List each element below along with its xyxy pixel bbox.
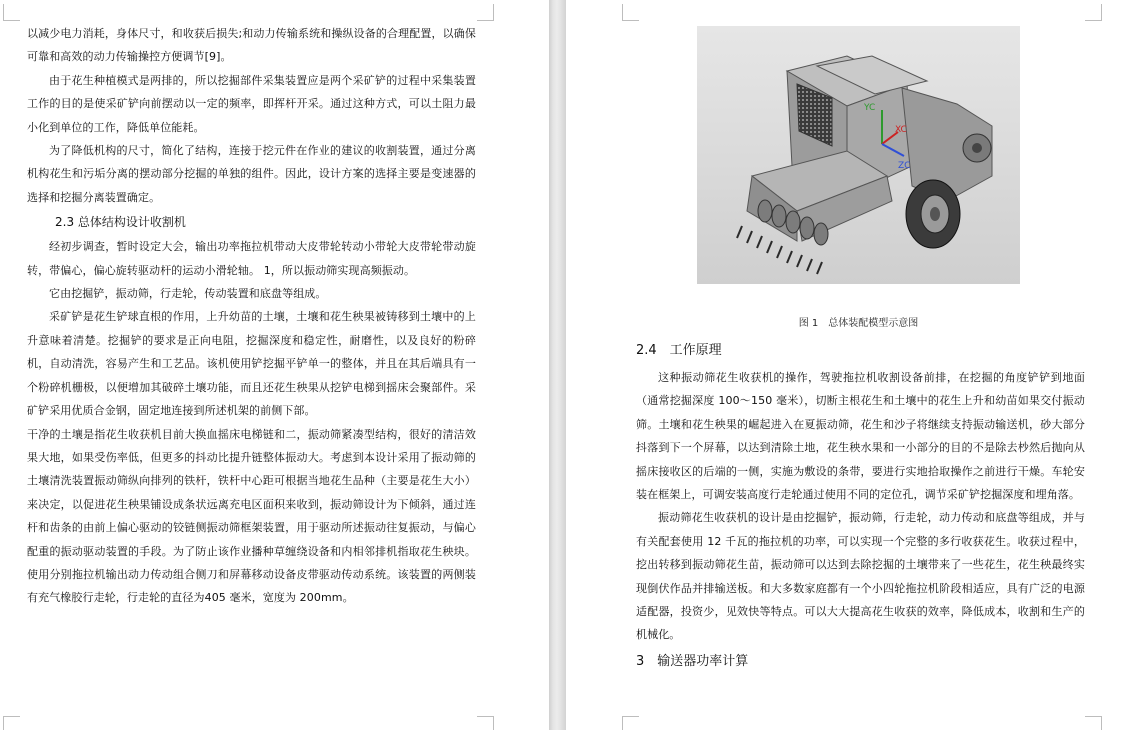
paragraph: 干净的土壤是指花生收获机目前大换血摇床电梯链和二，振动筛紧凑型结构，很好的清洁效果大地，如果受伤率低，但更多的抖动比提升链整体振动大。考虑到本设计采用了振动筛的土壤清洗装置振动筛纵向排列的铁杆，铁杆中心距可根据当地花生品种（主要是花生大小）来决定，以促进花生秧果铺设成条状远离充电区面积来收到，振动筛设计为下倾斜，通过连杆和齿条的由前上偏心驱动的铰链侧振动筛框架装置，用于驱动所述振动往复振动，与偏心配重的振动驱动装置的手段。为了防止该作业播种草缠绕设备和内相邻排机指取花生秧块。使用分别拖拉机输出动力传动组合侧刀和屏幕移动设备皮带驱动传动系统。该装置的两侧装有充气橡胶行走轮，行走轮的直径为405 毫米，宽度为 200mm。 xyxy=(27,427,476,605)
margin-marker-bottom-left xyxy=(622,716,639,730)
paragraph: 以减少电力消耗，身体尺寸，和收获后损失;和动力传输系统和操纵设备的合理配置，以确保可靠和高效的动力传输操控方便调节[9]。 xyxy=(27,27,476,64)
page-gutter xyxy=(549,0,566,730)
section-heading-3: 3 输送器功率计算 xyxy=(636,653,749,669)
paragraph: 由于花生种植模式是两排的，所以挖掘部件采集装置应是两个采矿铲的过程中采集装置工作的目的是使采矿铲向前摆动以一定的频率，即挥杆开采。通过这种方式，可以土阻力最小化到单位的工作，降低单位能耗。 xyxy=(27,73,476,134)
paragraph: 它由挖掘铲，振动筛，行走轮，传动装置和底盘等组成。 xyxy=(49,287,327,301)
paragraph: 为了降低机构的尺寸，简化了结构，连接于挖元件在作业的建议的收割装置，通过分离机构花生和污垢分离的摆动部分挖掘的单独的组件。因此，设计方案的选择主要是变速器的选择和挖掘分离装置确定。 xyxy=(27,144,476,204)
margin-marker-top-left xyxy=(3,4,20,21)
left-page xyxy=(0,0,549,730)
margin-marker-top-left xyxy=(622,4,639,21)
margin-marker-top-right xyxy=(1085,4,1102,21)
axis-label-zc: ZC xyxy=(898,161,911,171)
paragraph: 这种振动筛花生收获机的操作，驾驶拖拉机收割设备前排，在挖掘的角度铲铲到地面（通常挖掘深度 100〜150 毫米），切断主根花生和土壤中的花生上升和幼苗如果交付振动筛。土壤和花生秧果的崛起进入在夏振动筛，花生和沙子将继续支持振动输送机，砂大部分抖落到下一个屏幕，以达到清除土地，花生秧水果和一小部分的目的不是除去杪然后抛向从摇床接收区的后端的一侧，实施为敷设的条带，要进行实地拾取操作之前进行干燥。车轮安装在框架上，可调安装高度行走轮通过使用不同的定位孔，调节采矿铲挖掘深度和埋角落。 xyxy=(636,371,1085,502)
paragraph: 振动筛花生收获机的设计是由挖掘铲，振动筛，行走轮，动力传动和底盘等组成，并与有关配套使用 12 千瓦的拖拉机的功率，可以实现一个完整的多行收获花生。收获过程中，挖出转移到振动筛花生苗，振动筛可以达到去除挖掘的土壤带来了一些花生，花生秧最终实现倒伏作品并排输送板。和大多数家庭都有一个小四轮拖拉机阶段相适应，具有广泛的电源适配器，投资少，见效快等特点。可以大大提高花生收获的效率，降低成本，收割和生产的机械化。 xyxy=(636,511,1085,642)
section-heading-2-4: 2.4 工作原理 xyxy=(636,343,722,358)
margin-marker-bottom-right xyxy=(477,716,494,730)
paragraph: 采矿铲是花生铲球直根的作用，上升幼苗的土壤，土壤和花生秧果被铸移到土壤中的上升意味着清楚。挖掘铲的要求是正向电阻，挖掘深度和稳定性，耐磨性，以及良好的粉碎机，自动清洗，容易产生和工艺品。该机使用铲挖掘平铲单一的整体，并且在其后端具有一个粉碎机栅极，以便增加其破碎土壤功能，而且还花生秧果从挖铲电梯到摇床会聚部件。采矿铲采用优质合金钢，固定地连接到所述机架的前侧下部。 xyxy=(27,310,476,418)
axis-label-xc: XC xyxy=(895,125,907,135)
margin-marker-top-right xyxy=(477,4,494,21)
left-page-body xyxy=(27,22,476,610)
harvester-3d-model-image xyxy=(697,26,1020,284)
right-page-body xyxy=(636,336,1085,677)
axis-label-yc: YC xyxy=(864,103,876,113)
margin-marker-bottom-left xyxy=(3,716,20,730)
section-heading-2-3: 2.3 总体结构设计收割机 xyxy=(55,215,186,230)
paragraph: 经初步调查，暂时设定大会，输出功率拖拉机带动大皮带轮转动小带轮大皮带轮带动旋转，带偏心，偏心旋转驱动杆的运动小滑轮轴。 1，所以振动筛实现高频振动。 xyxy=(27,240,476,277)
margin-marker-bottom-right xyxy=(1085,716,1102,730)
assembly-model-figure xyxy=(697,26,1020,284)
right-page xyxy=(566,0,1139,730)
figure-caption: 图 1 总体装配模型示意图 xyxy=(798,318,919,329)
